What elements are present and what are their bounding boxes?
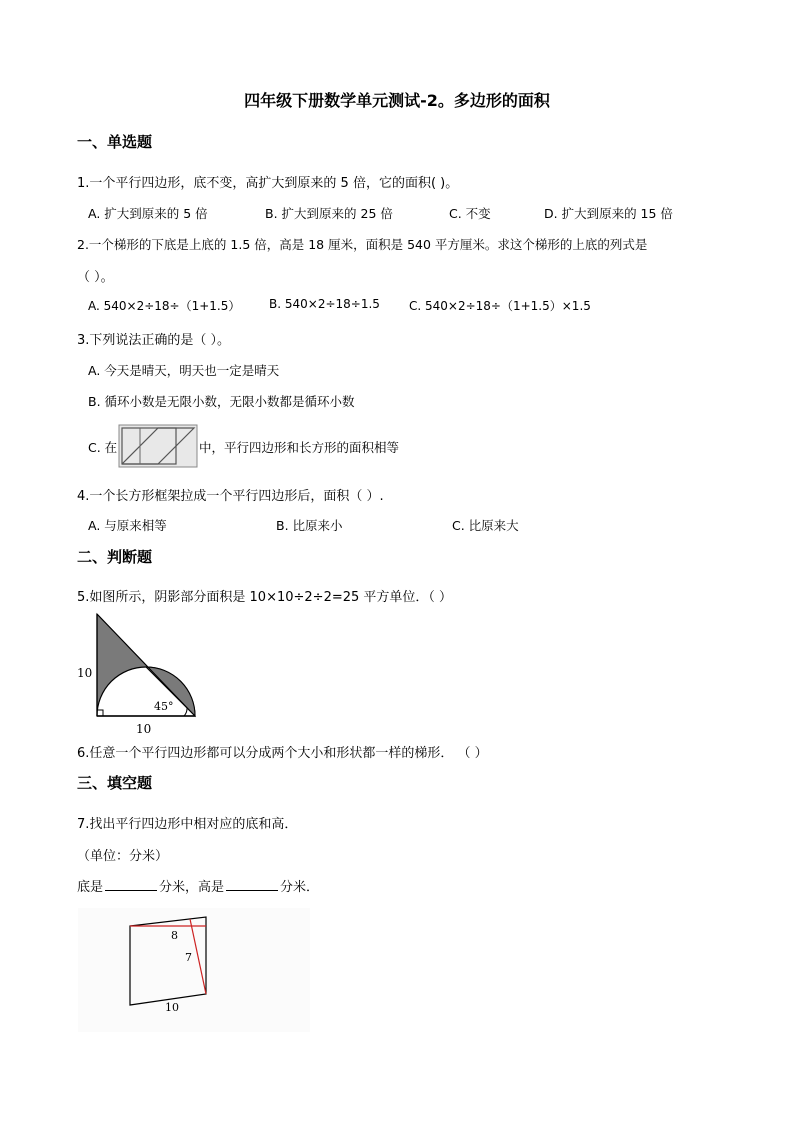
q7-label-8: 8	[171, 929, 178, 942]
question-1-stem: 1.一个平行四边形，底不变，高扩大到原来的 5 倍，它的面积( )。	[77, 176, 459, 191]
question-7-fill-line	[77, 876, 319, 895]
q5-side-label: 10	[77, 666, 93, 680]
q7-fill-prefix: 底是	[77, 880, 104, 895]
page-title: 四年级下册数学单元测试-2。多边形的面积	[244, 91, 550, 110]
q2-option-a[interactable]: A. 540×2÷18÷（1+1.5）	[88, 299, 241, 313]
question-3-stem: 3.下列说法正确的是（ ）。	[77, 333, 231, 348]
q4-option-c[interactable]: C. 比原来大	[452, 518, 519, 533]
q4-option-a[interactable]: A. 与原来相等	[88, 518, 167, 533]
q1-option-b[interactable]: B. 扩大到原来的 25 倍	[265, 206, 393, 221]
q7-label-10: 10	[165, 1001, 179, 1014]
q7-fill-mid: 分米，高是	[159, 880, 225, 895]
q3-parallelogram-rectangle-figure	[118, 424, 198, 468]
question-5-stem: 5.如图所示，阴影部分面积是 10×10÷2÷2=25 平方单位．（ ）	[77, 590, 453, 605]
q7-parallelogram-figure	[78, 908, 310, 1032]
q5-base-label: 10	[136, 722, 152, 736]
q5-angle-label: 45°	[154, 700, 174, 713]
section-heading-fill-blank: 三、填空题	[77, 774, 153, 792]
q3-option-b[interactable]: B. 循环小数是无限小数，无限小数都是循环小数	[88, 394, 355, 409]
q1-option-c[interactable]: C. 不变	[449, 206, 491, 221]
section-heading-single-choice: 一、单选题	[77, 133, 153, 151]
question-2-stem-line2: （ ）。	[77, 270, 114, 285]
q7-base-blank[interactable]	[105, 878, 157, 891]
q3-option-c-prefix[interactable]: C. 在	[88, 440, 118, 455]
q4-option-b[interactable]: B. 比原来小	[276, 518, 343, 533]
question-4-stem: 4.一个长方形框架拉成一个平行四边形后，面积（ ）.	[77, 489, 384, 504]
q2-option-b[interactable]: B. 540×2÷18÷1.5	[269, 297, 380, 311]
question-7-unit: （单位：分米）	[77, 849, 169, 864]
q1-option-a[interactable]: A. 扩大到原来的 5 倍	[88, 206, 208, 221]
q5-triangle-semicircle-figure	[74, 609, 202, 737]
q3-option-c-suffix: 中，平行四边形和长方形的面积相等	[199, 440, 400, 455]
q7-label-7: 7	[185, 951, 192, 964]
q3-option-a[interactable]: A. 今天是晴天，明天也一定是晴天	[88, 363, 280, 378]
q7-fill-suffix: 分米．	[280, 880, 320, 895]
q7-height-blank[interactable]	[226, 878, 278, 891]
question-7-stem: 7.找出平行四边形中相对应的底和高．	[77, 817, 298, 832]
section-heading-true-false: 二、判断题	[77, 548, 153, 566]
question-6-stem: 6.任意一个平行四边形都可以分成两个大小和形状都一样的梯形． （ ）	[77, 746, 488, 761]
q2-option-c[interactable]: C. 540×2÷18÷（1+1.5）×1.5	[409, 299, 591, 313]
q1-option-d[interactable]: D. 扩大到原来的 15 倍	[544, 206, 673, 221]
question-2-stem: 2.一个梯形的下底是上底的 1.5 倍，高是 18 厘米，面积是 540 平方厘米。求这个梯形的上底的列式是	[77, 237, 648, 252]
